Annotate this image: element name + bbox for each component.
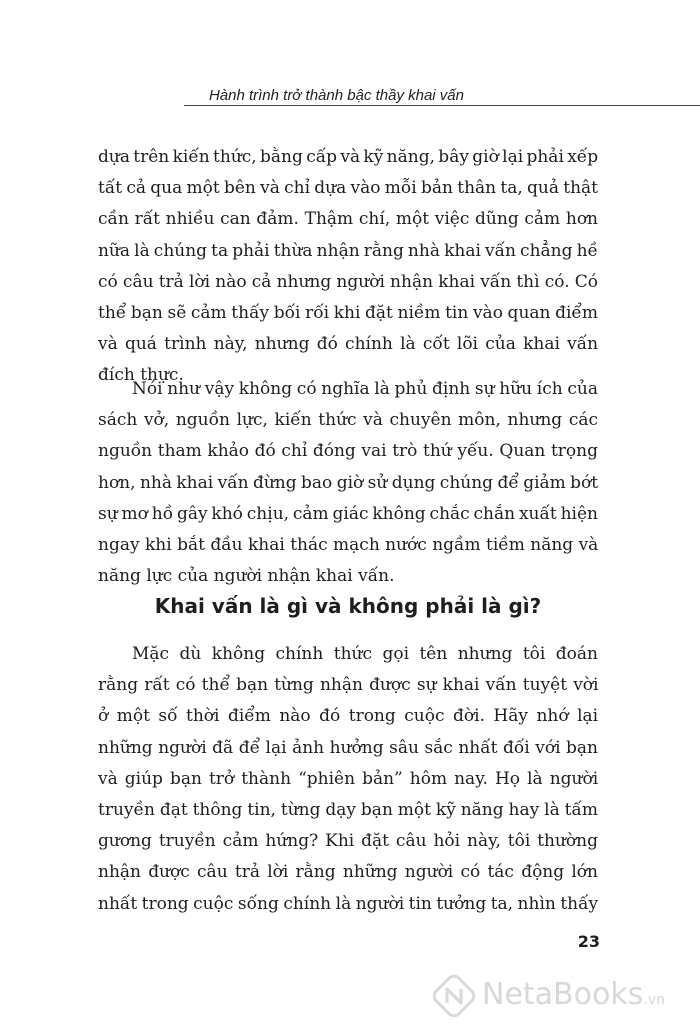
text-line: có câu trả lời nào cả nhưng người nhận khai vấn thì có. Có bbox=[98, 271, 599, 292]
text-line: những người đã để lại ảnh hưởng sâu sắc nhất đối với bạn bbox=[98, 737, 598, 758]
text-line: sách vở, nguồn lực, kiến thức và chuyên môn, nhưng các bbox=[98, 410, 598, 431]
text-line: nhận được câu trả lời rằng những người có tác động lớn bbox=[98, 862, 598, 883]
watermark bbox=[430, 968, 700, 1023]
text-line: năng lực của người nhận khai vấn. bbox=[98, 566, 395, 587]
text-line: hơn, nhà khai vấn đừng bao giờ sử dụng chúng để giảm bớt bbox=[98, 472, 599, 493]
text-line: Nói như vậy không có nghĩa là phủ định sự hữu ích của bbox=[132, 379, 598, 399]
running-title: Hành trình trở thành bậc thầy khai vấn bbox=[205, 87, 468, 104]
text-line: nữa là chúng ta phải thừa nhận rằng nhà khai vấn chẳng hề bbox=[98, 240, 598, 261]
text-line: thể bạn sẽ cảm thấy bối rối khi đặt niềm tin vào quan điểm bbox=[98, 303, 599, 324]
text-line: gương truyền cảm hứng? Khi đặt câu hỏi này, tôi thường bbox=[98, 831, 598, 852]
paragraph-3 bbox=[98, 639, 598, 920]
text-line: dựa trên kiến thức, bằng cấp và kỹ năng, bây giờ lại phải xếp bbox=[98, 147, 599, 167]
text-line: cần rất nhiều can đảm. Thậm chí, một việc dũng cảm hơn bbox=[98, 209, 598, 230]
text-line: và quá trình này, nhưng đó chính là cốt lõi của khai vấn bbox=[98, 334, 599, 355]
watermark-suffix: .vn bbox=[643, 992, 665, 1008]
text-line: đích thực. bbox=[98, 365, 184, 386]
section-heading: Khai vấn là gì và không phải là gì? bbox=[154, 594, 542, 618]
text-line: sự mơ hồ gây khó chịu, cảm giác không chắc chắn xuất hiện bbox=[98, 503, 598, 524]
text-line: rằng rất có thể bạn từng nhận được sự khai vấn tuyệt vời bbox=[98, 675, 599, 696]
text-line: và giúp bạn trở thành “phiên bản” hôm nay. Họ là người bbox=[98, 768, 599, 789]
netabooks-logo-icon bbox=[432, 974, 476, 1018]
text-line: nhất trong cuộc sống chính là người tin tưởng ta, nhìn thấy bbox=[98, 893, 599, 914]
text-line: ở một số thời điểm nào đó trong cuộc đời. Hãy nhớ lại bbox=[98, 706, 599, 727]
text-line: nguồn tham khảo đó chỉ đóng vai trò thứ yếu. Quan trọng bbox=[98, 441, 598, 462]
header-rule bbox=[184, 105, 700, 106]
text-line: truyền đạt thông tin, từng dạy bạn một kỹ năng hay là tấm bbox=[98, 800, 598, 821]
page-number: 23 bbox=[577, 932, 600, 951]
text-line: tất cả qua một bên và chỉ dựa vào mỗi bản thân ta, quả thật bbox=[98, 178, 598, 199]
text-line: Mặc dù không chính thức gọi tên nhưng tôi đoán bbox=[132, 644, 598, 664]
paragraph-2 bbox=[98, 374, 598, 592]
watermark-brand: NetaBooks.vn bbox=[482, 977, 665, 1012]
running-header bbox=[0, 87, 700, 104]
text-line: ngay khi bắt đầu khai thác mạch nước ngầm tiềm năng và bbox=[98, 535, 599, 556]
paragraph-1 bbox=[98, 142, 598, 392]
